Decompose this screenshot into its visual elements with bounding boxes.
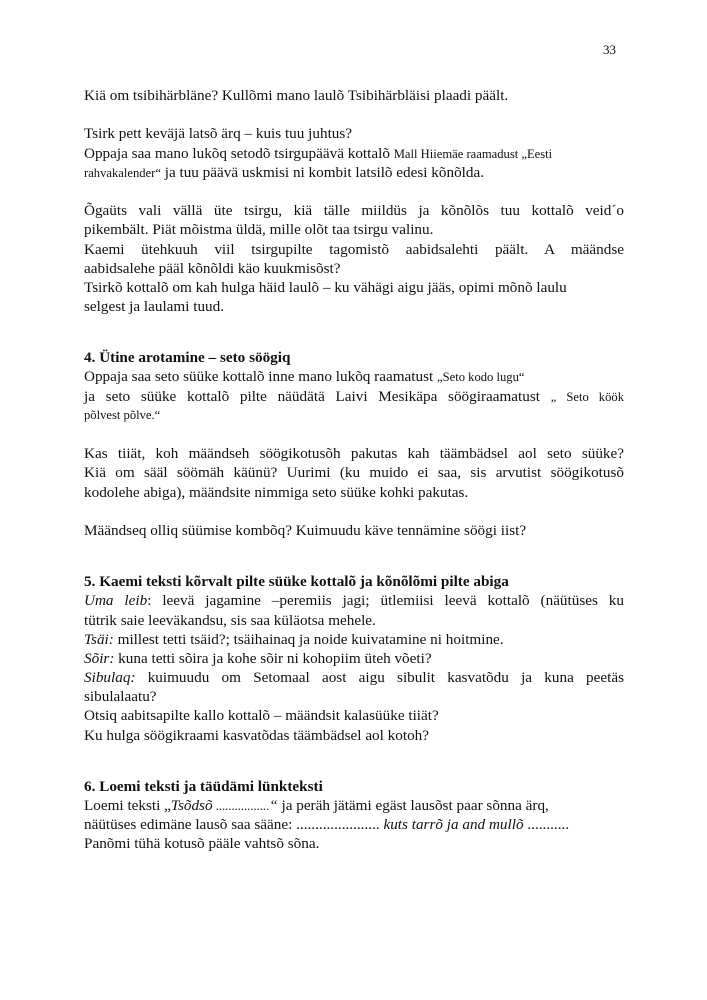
- book-reference: Mall Hiiemäe raamadust „Eesti: [393, 146, 553, 161]
- section-heading: 4. Ütine arotamine – seto söögiq: [84, 349, 291, 367]
- text-span: : leevä jagamine –peremiis jagi; ütlemiisi leevä kottalõ (näütüses ku: [147, 592, 624, 610]
- page-body: [84, 86, 624, 854]
- text-line: Määndseq olliq süümise kombõq? Kuimuudu käve tennämine söögi iist?: [84, 521, 527, 539]
- blank-dots: .................: [212, 799, 270, 813]
- topic-label: Uma leib: [84, 592, 148, 610]
- text-line: Otsiq aabitsapilte kallo kottalõ – määndsit kalasüüke tiiät?: [84, 707, 439, 725]
- book-reference: „ Seto köök: [550, 389, 624, 404]
- text-line: [84, 387, 624, 406]
- closing-quote: “: [269, 797, 278, 814]
- section-4: [84, 348, 624, 540]
- example-phrase: kuts tarrõ ja and mullõ: [383, 816, 524, 834]
- text-line: pikembält. Piät mõistma üldä, mille olõt taa tsirgu valinu.: [84, 221, 434, 239]
- text-line: Panõmi tühä kotusõ pääle vahtsõ sõna.: [84, 835, 320, 853]
- book-reference: põlvest põlve.“: [84, 407, 161, 422]
- section-5: [84, 572, 624, 745]
- text-line: Ku hulga söögikraami kasvatõdas täämbädsel aol kotoh?: [84, 726, 430, 744]
- section-6: [84, 777, 624, 854]
- text-line: Tsirkõ kottalõ om kah hulga häid laulõ – ku vähägi aigu jääs, opimi mõnõ laulu: [84, 278, 567, 296]
- circus-paragraph: [84, 124, 624, 316]
- text-line: aabidsalehe pääl kõnõldi käo kuukmisõst?: [84, 259, 341, 277]
- text-span: millest tetti tsäid?; tsäihainaq ja noide kuivatamine ni hoitmine.: [113, 630, 504, 648]
- text-span: kuna tetti sõira ja kohe sõir ni kohopiim üteh võeti?: [114, 649, 432, 667]
- text-line: [84, 815, 624, 834]
- text-line: [84, 668, 624, 687]
- text-line: [84, 630, 624, 649]
- section-heading: 6. Loemi teksti ja täüdämi lünkteksti: [84, 777, 323, 795]
- section-heading: 5. Kaemi teksti kõrvalt pilte süüke kottalõ ja kõnõlõmi pilte abiga: [84, 573, 509, 591]
- text-line: Õgaüts vali vällä üte tsirgu, kiä tälle miildüs ja kõnõlõs tuu kottalõ veid´o: [84, 202, 624, 220]
- blank-dots: ...........: [523, 816, 570, 834]
- text-line: [84, 591, 624, 610]
- text-line: Kiä om sääl söömäh käünü? Uurimi (ku muido ei saa, sis arvutist söögikotusõ: [84, 464, 624, 482]
- text-span: ja seto süüke kottalõ pilte näüdätä Laivi Mesikäpa söögiraamatust: [84, 387, 551, 405]
- text-span: ja tuu päävä uskmisi ni kombit latsilõ edesi kõnõlda.: [160, 163, 485, 181]
- text-line: Tsirk pett keväjä latsõ ärq – kuis tuu juhtus?: [84, 125, 353, 143]
- text-line: kodolehe abiga), määndsite nimmiga seto süüke kohki pakutas.: [84, 483, 469, 501]
- text-line: [84, 163, 624, 182]
- text-span: näütüses edimäne lausõ saa sääne: ......................: [84, 816, 384, 834]
- text-line: Kas tiiät, koh määndseh söögikotusõh pakutas kah täämbädsel aol seto süüke?: [84, 445, 624, 463]
- topic-label: Sibulaq:: [84, 669, 136, 687]
- text-line: selgest ja laulami tuud.: [84, 298, 225, 316]
- text-line: tütrik saie leeväkandsu, sis saa küläotsa mehele.: [84, 611, 376, 629]
- text-span: Loemi teksti „: [84, 797, 171, 814]
- book-reference: „Seto kodo lugu“: [437, 370, 525, 385]
- text-line: [84, 144, 624, 163]
- text-line: [84, 796, 624, 815]
- topic-label: Tsäi:: [84, 630, 114, 648]
- text-span: Oppaja saa mano lukõq setodõ tsirgupäävä kottalõ: [84, 144, 394, 162]
- topic-label: Sõir:: [84, 649, 115, 667]
- text-line: sibulalaatu?: [84, 688, 157, 706]
- book-reference: rahvakalender“: [84, 165, 161, 180]
- text-span: ja peräh jätämi egäst lausõst paar sõnna ärq,: [277, 797, 549, 814]
- text-line: [84, 367, 624, 386]
- story-title: Tsõdsõ: [170, 797, 213, 814]
- text-span: Oppaja saa seto süüke kottalõ inne mano lukõq raamatust: [84, 368, 438, 386]
- text-span: kuimuudu om Setomaal aost aigu sibulit kasvatõdu ja kuna peetäs: [135, 669, 624, 687]
- text-line: Kaemi ütehkuuh viil tsirgupilte tagomistõ aabidsalehti päält. A määndse: [84, 240, 624, 258]
- text-line: [84, 649, 624, 668]
- page-number: 33: [603, 42, 616, 57]
- intro-paragraph: Kiä om tsibihärbläne? Kullõmi mano laulõ Tsibihärbläisi plaadi päält.: [84, 87, 509, 104]
